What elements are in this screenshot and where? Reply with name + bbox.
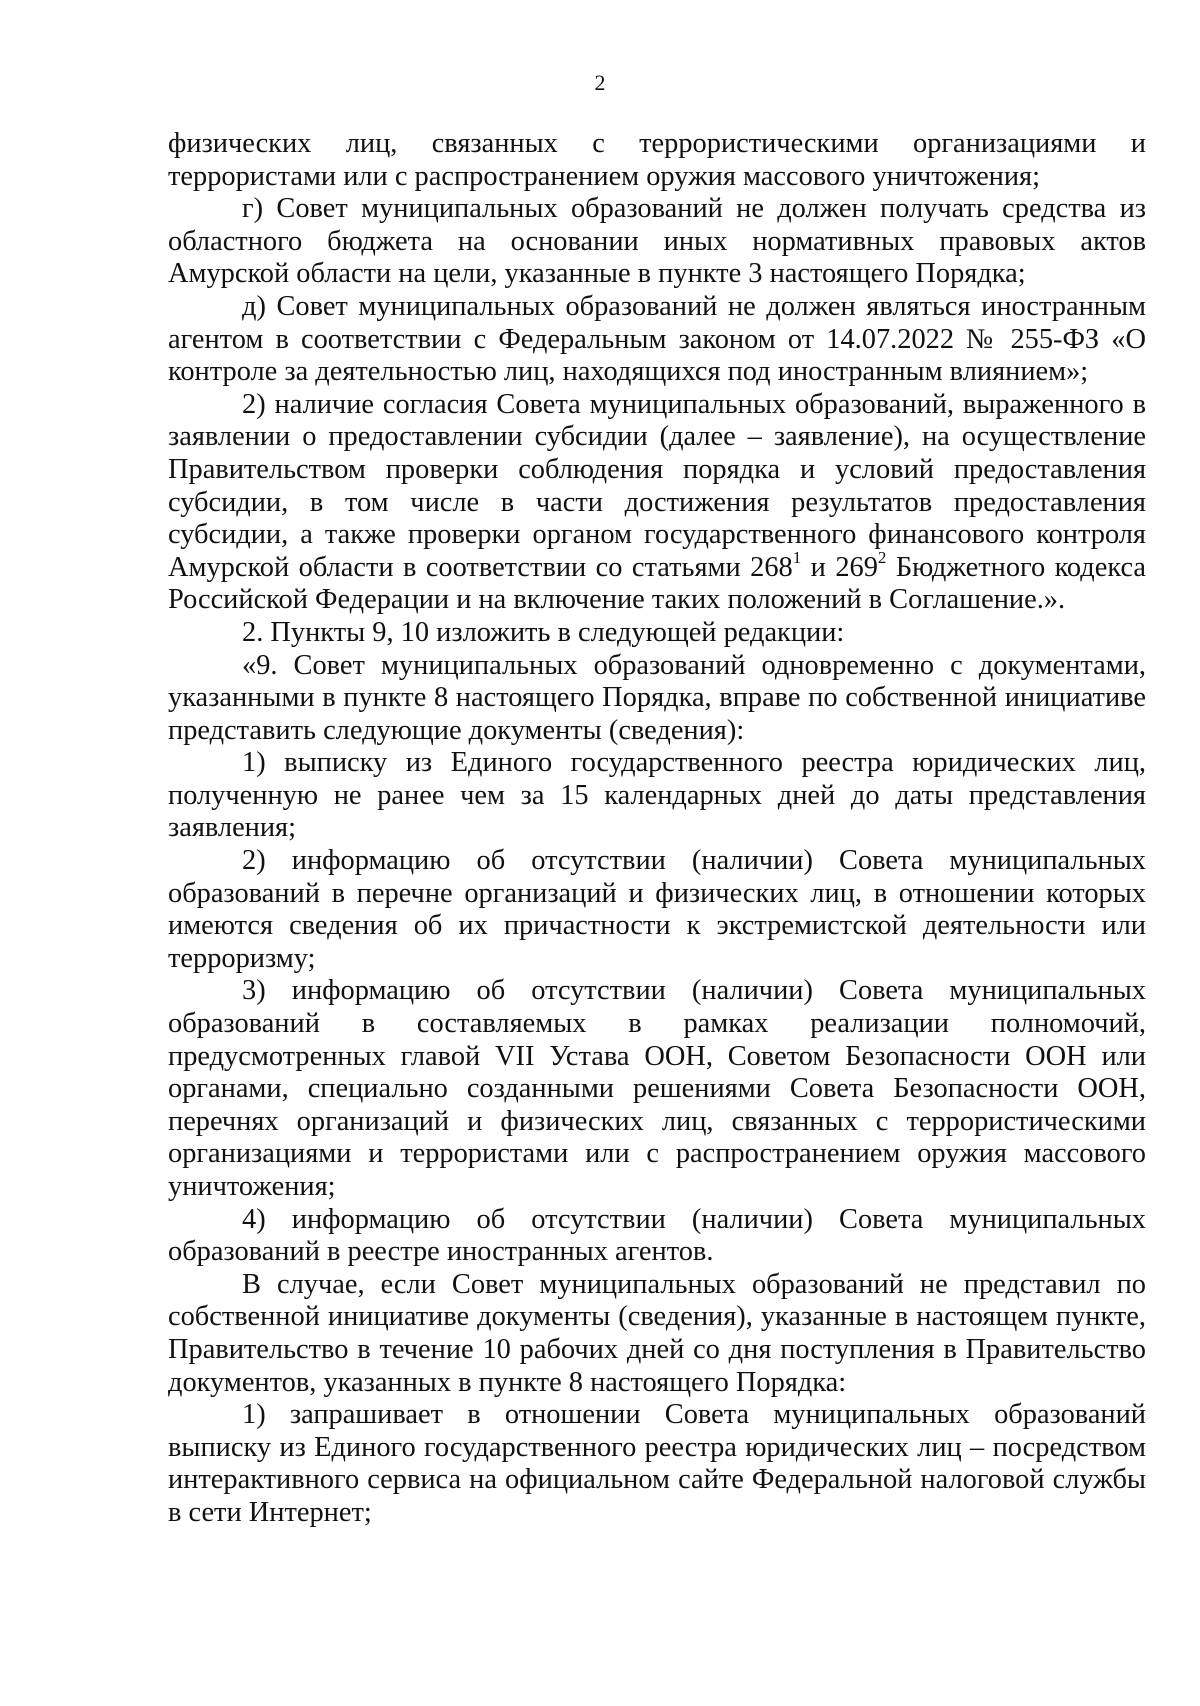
paragraph-item-2-consent <box>168 389 1146 617</box>
paragraph-point-9: «9. Совет муниципальных образований одновременно с документами, указанными в пункте 8 настоящего Порядка, вправе по собственной инициативе представить следующие документы (сведения): <box>168 649 1146 746</box>
page-number: 2 <box>594 70 606 95</box>
paragraph-item-d: д) Совет муниципальных образований не должен являться иностранным агентом в соответствии с Федеральным законом от 14.07.2022 № 255-ФЗ «О контроле за деятельностью лиц, находящихся под иностранным влиянием»; <box>168 290 1146 388</box>
paragraph-list-item-1: 1) выписку из Единого государственного реестра юридических лиц, полученную не ранее чем за 15 календарных дней до даты представления заявления; <box>168 747 1146 844</box>
superscript: 1 <box>792 548 802 568</box>
document-body <box>168 128 1146 1530</box>
paragraph-case: В случае, если Совет муниципальных образований не представил по собственной инициативе документы (сведения), указанные в настоящем пункте, Правительство в течение 10 рабочих дней со дня поступления в Правительство документов, указанных в пункте 8 настоящего Порядка: <box>168 1268 1146 1398</box>
paragraph-list-item-3: 3) информацию об отсутствии (наличии) Совета муниципальных образований в составляемых в рамках реализации полномочий, предусмотренных главой VII Устава ООН, Советом Безопасности ООН или органами, специально созданными решениями Совета Безопасности ООН, перечнях организаций и физических лиц, связанных с террористическими организациями и террористами или с распространением оружия массового уничтожения; <box>168 975 1146 1202</box>
paragraph-item-g: г) Совет муниципальных образований не должен получать средства из областного бюджета на основании иных нормативных правовых актов Амурской области на цели, указанные в пункте 3 настоящего Порядка; <box>168 193 1146 290</box>
paragraph-request-item-1: 1) запрашивает в отношении Совета муниципальных образований выписку из Единого государственного реестра юридических лиц – посредством интерактивного сервиса на официальном сайте Федеральной налоговой службы в сети Интернет; <box>168 1399 1146 1528</box>
paragraph-text-part: 2) наличие согласия Совета муниципальных образований, выраженного в заявлении о предоставлении субсидии (далее – заявление), на осуществление Правительством проверки соблюдения порядка и условий предоставления субсидии, в том числе в части достижения результатов предоставления субсидии, а также проверки органом государственного финансового контроля Амурской области в соответствии со статьями 268 <box>168 388 1146 583</box>
paragraph-text-part: Бюджетного кодекса Российской Федерации и на включение таких положений в Соглашение.». <box>168 551 1146 616</box>
superscript: 2 <box>877 548 887 568</box>
paragraph-continuation: физических лиц, связанных с террористическими организациями и террористами или с распространением оружия массового уничтожения; <box>168 128 1146 192</box>
paragraph-amendment-heading: 2. Пункты 9, 10 изложить в следующей редакции: <box>242 616 845 648</box>
paragraph-list-item-4: 4) информацию об отсутствии (наличии) Совета муниципальных образований в реестре иностранных агентов. <box>168 1203 1146 1268</box>
paragraph-list-item-2: 2) информацию об отсутствии (наличии) Совета муниципальных образований в перечне организаций и физических лиц, в отношении которых имеются сведения об их причастности к экстремистской деятельности или терроризму; <box>168 845 1146 974</box>
paragraph-text-part: и 269 <box>801 551 878 583</box>
